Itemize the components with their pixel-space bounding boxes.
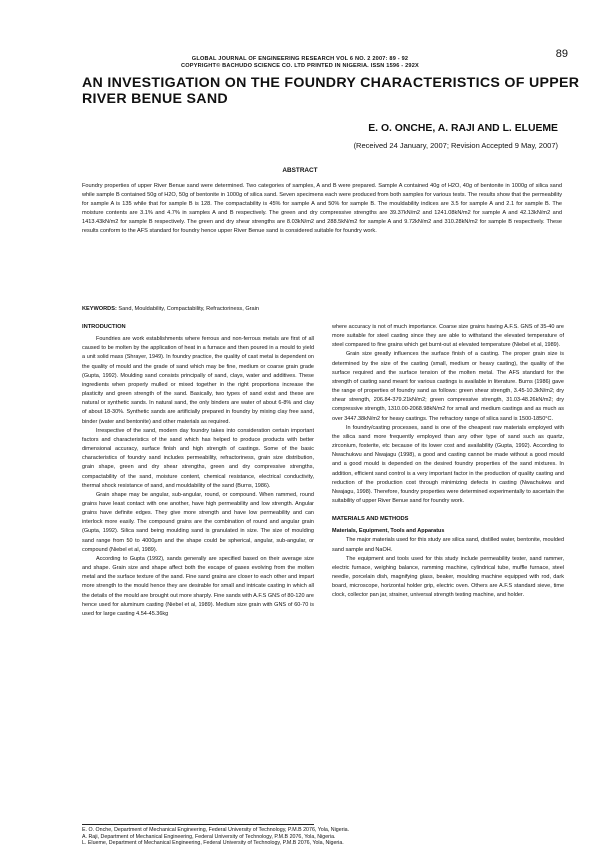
footnote-divider [82, 824, 314, 825]
author-list: E. O. ONCHE, A. RAJI AND L. ELUEME [368, 123, 558, 134]
paper-title: AN INVESTIGATION ON THE FOUNDRY CHARACTERISTICS OF UPPER RIVER BENUE SAND [82, 75, 580, 107]
equipment-paragraph: The equipment and tools used for this study include permeability tester, sand rammer, electric furnace, weighing balance, ramming machine, cylindrical tube, muffle furnace, steel needle, porcelain dish, magnifying glass, beaker, moulding machine equipped with rod, dark board, microscope, horizontal holder grip, electric oven. Others are A.F.S standard sieve, time clock, collector pan jar, strainer, universal strength testing machine, and holder. [332, 555, 564, 599]
right-paragraph-3: In foundry/casting processes, sand is one of the cheapest raw materials employed with the silica sand more frequently employed than any other type of sand such as quartz, zirconium, fosterite, etc because of its lower cost and availability (Gupta, 1992). According to Nwachukwu and Nwajagu (1998), a good and casting cannot be made without a good mould and a good mould is depended on the desired foundry properties of the sand mixtures. In addition, efficient sand control is a very important factor in the production of quality casting and reduction of the production cost through minimizing defects in casting (Nwachukwu and Nwajagu, 1998). Therefore, foundry properties were determined experimentally to ascertain the suitability of upper River Benue sand for foundry work. [332, 424, 564, 504]
copyright-line: COPYRIGHT© BACHUDO SCIENCE CO. LTD PRINTED IN NIGERIA. ISSN 1596 - 292X [181, 63, 419, 69]
abstract-heading: ABSTRACT [282, 167, 318, 174]
intro-paragraph-4: According to Gupta (1992), sands generally are specified based on their average size and shape. Grain size and shape affect both the escape of gases evolving from the molten metal and the surface texture of the sand. Fine sand grains are closer to each other and impart more strength to the mould hence they are desirable for small and intricate casting in which all the details of the mould are brought out more sharply. Fine sands with A.F.S GNS of 80-120 are hence used for aluminum casting (Niebel et al, 1989). Medium size grain with GNS of 60-70 is used for large casting 4.54-45.36kg [82, 555, 314, 617]
right-column [332, 323, 564, 761]
materials-paragraph: The major materials used for this study are silica sand, distilled water, bentonite, moulded sand sample and NaOH. [332, 537, 564, 553]
keywords-text: Sand, Mouldability, Compactability, Refractoriness, Grain [118, 306, 260, 312]
page-number: 89 [555, 48, 568, 60]
intro-paragraph-1: Foundries are work establishments where ferrous and non-ferrous metals are first of all caused to be molten by the application of heat in a furnace and then poured in a mould to yield a unit solid mass (Shrayer, 1949). In foundry practice, the quality of cast metal is dependent on the quality of mould and the grade of sand which may be fine, medium or coarse grain grade (Gupta, 1992). Moulding sand consists principally of sand, clays, water and additives. These ingredients when properly mulled or mixed together in the right proportions increase the plasticity and green strength of the sand. Basically, two types of sand exist and these are natural or synthetic sands. In natural sand, the only binders are water of about 6-8% and clay of about 18-30%. Synthetic sands are artificially prepared in foundry by mixing clay free sand, binder (water and bentonite) and other materials as required. [82, 336, 314, 425]
introduction-heading: INTRODUCTION [82, 324, 126, 330]
intro-paragraph-2: Irrespective of the sand, modern day foundry takes into consideration certain important factors and characteristics of the sand which has helped to produce products with better dimensional accuracy, surface finish and high strength of castings. Some of the basic characteristics of foundry sand includes permeability, refractoriness, grain size distribution, grain shape, green and dry shear strengths, green and dry compressive strengths, compactability of the sand, moisture content, chemical resistance, electrical conductivity, thermal shock resistance of sand, and mouldability of the sand (Burns, 1986). [82, 427, 314, 489]
materials-subheading: Materials, Equipment, Tools and Apparatus [332, 528, 445, 535]
methods-heading: MATERIALS AND METHODS [332, 516, 409, 523]
intro-paragraph-3: Grain shape may be angular, sub-angular, round, or compound. When rammed, round grains have least contact with one another, have high permeability and low strength. Angular grains have definite edges. They give more strength and have low permeability and can interlock more easily. The compound grains are the combination of round and angular grain (Gupta, 1992). Silica sand being moulding sand is granulated in size. The size of moulding sand range from 50 to 4000μm and the shape could be spherical, angular, sub-angular, or compound (Niebel et al, 1989). [82, 491, 314, 553]
journal-header [0, 56, 600, 70]
right-paragraph-2: Grain size greatly influences the surface finish of a casting. The proper grain size is determined by the size of the casting (small, medium or heavy casting), the quality of the surface required and the surface tension of the molten metal. The AFS standard for the strength of casting sand meant for various castings is available in literature. Burns (1986) gave the range of properties of foundry sand as follows: green shear strength, 3.45-10.3kN/m2; dry shear strength, 206.84-379.21kN/m2; green compressive strength, 31.03-48.26kN/m2; dry compressive strength, 1310.00-2068.98kN/m2 for small and medium castings and as much as over 3447.38kN/m2 for heavy castings. The refractory range of silica sand is 1500-1850°C. [332, 351, 564, 422]
footnote-elueme: L. Elueme, Department of Mechanical Engineering, Federal University of Technology, P.M.B 2076, Yola, Nigeria. [82, 840, 344, 846]
journal-line: GLOBAL JOURNAL OF ENGINEERING RESEARCH VOL 6 NO. 2 2007: 89 - 92 [191, 56, 409, 62]
left-column [82, 323, 314, 823]
abstract-text: Foundry properties of upper River Benue sand were determined. Two categories of samples, A and B were prepared. Sample A contained 40g of H2O, 40g of bentonite in 1000g of silica sand while sample B contained 50g of H2O, 50g of bentonite in 1000g of silica sand. Seven specimens each were produced from both samples for various tests. The results show that the permeability for sample A is 135 while that for sample B is 128. The compactability is 45% for sample A and 50% for sample B. The mouldability indices are 3.5 for sample A and 2.1 for sample B. The moisture contents are 3.1% and 4.7% in samples A and B respectively. The green and dry compressive strengths are 39.37kN/m2 and 1241.08kN/m2 for sample A and 42.13kN/m2 and 1413.43kN/m2 for sample B respectively. The green and dry shear strengths are 8.03kN/m2 and 288.5kN/m2 for sample A and 9.72kN/m2 and 310.28kN/m2 for sample B respectively. These results conform to the AFS standard for foundry hence upper River Benue sand is considered suitable for foundry work. [82, 183, 562, 235]
keywords-line [82, 306, 562, 312]
keywords-label: KEYWORDS: [82, 306, 117, 312]
received-dates: (Received 24 January, 2007; Revision Accepted 9 May, 2007) [353, 141, 558, 150]
footnote-raji: A. Raji, Department of Mechanical Engineering, Federal University of Technology, P.M.B 2076, Yola, Nigeria. [82, 833, 336, 840]
footnote-onche: E. O. Onche, Department of Mechanical Engineering, Federal University of Technology, P.M.B 2076, Yola, Nigeria. [82, 827, 350, 833]
right-paragraph-1: where accuracy is not of much importance. Coarse size grains having A.F.S. GNS of 35-40 are more suitable for steel casting since they are able to withstand the elevated temperature of steel compared to fine grains which get burnt-out at elevated temperature (Niebel et al, 1989). [332, 324, 564, 349]
